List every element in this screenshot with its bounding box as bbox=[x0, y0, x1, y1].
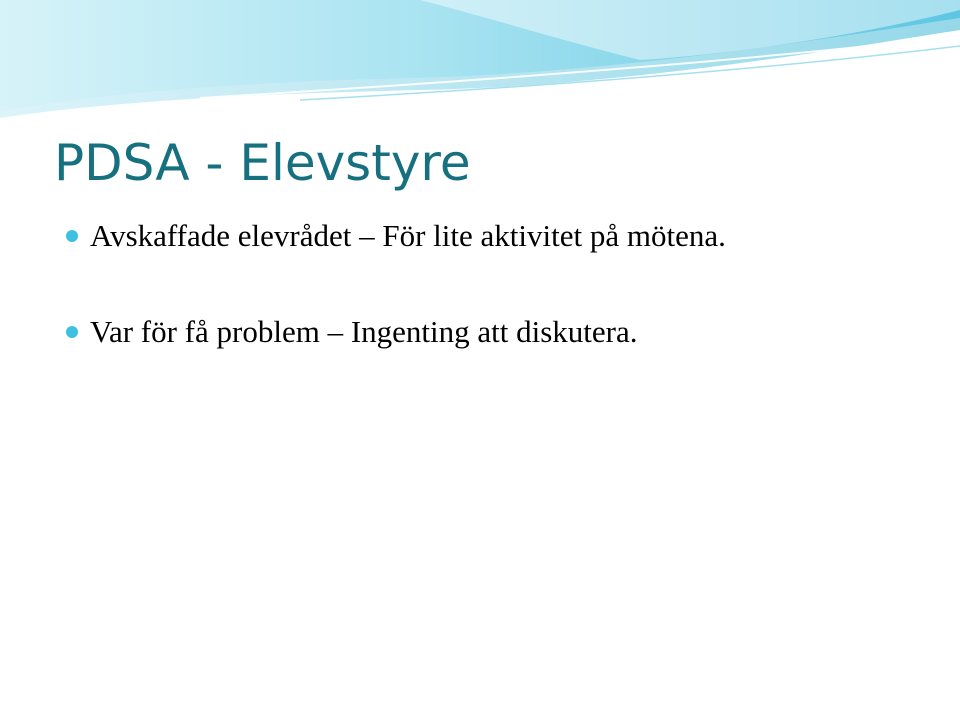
header-wave-decoration bbox=[0, 0, 960, 130]
bullet-text: Var för få problem – Ingenting att diskutera. bbox=[90, 314, 638, 349]
bullet-text: Avskaffade elevrådet – För lite aktivitet på mötena. bbox=[90, 218, 726, 253]
bullet-item bbox=[66, 310, 726, 354]
slide-title: PDSA - Elevstyre bbox=[54, 134, 471, 192]
bullet-item bbox=[66, 214, 726, 258]
bullet-dot-icon bbox=[66, 230, 78, 242]
bullet-list bbox=[66, 214, 726, 354]
bullet-dot-icon bbox=[66, 326, 78, 338]
